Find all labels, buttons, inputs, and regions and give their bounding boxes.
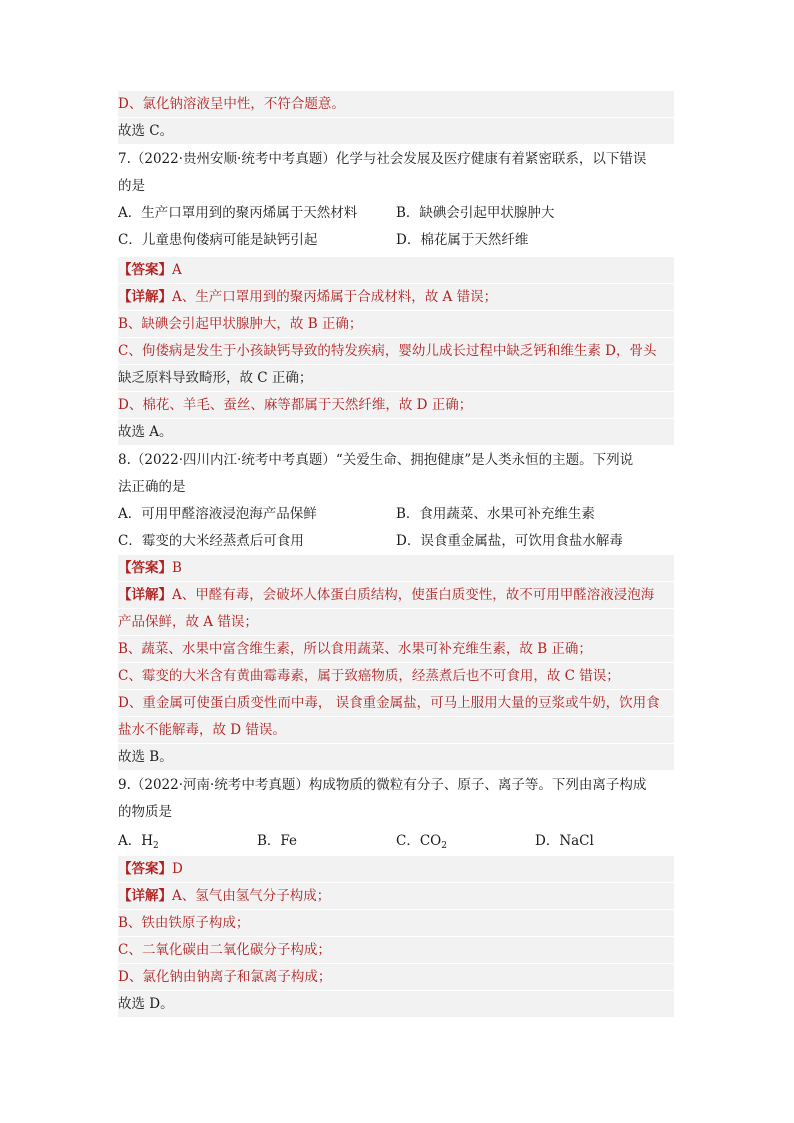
q8-detail-line2: 产品保鲜，故 A 错误； (118, 609, 674, 635)
q9-stem-line2: 的物质是 (118, 804, 172, 820)
q7-detail-line4: 缺乏原料导致畸形，故 C 正确； (118, 365, 674, 391)
q8-option-b: B．食用蔬菜、水果可补充维生素 (396, 506, 595, 522)
q6-conclusion: 故选 C。 (118, 118, 674, 144)
q8-detail-line5: D、重金属可使蛋白质变性而中毒， 误食重金属盐，可马上服用大量的豆浆或牛奶，饮用食 (118, 690, 674, 716)
q7-option-b: B．缺碘会引起甲状腺肿大 (396, 205, 555, 221)
q8-conclusion: 故选 B。 (118, 744, 674, 770)
q6-explanation-d: D、氯化钠溶液呈中性，不符合题意。 (118, 91, 674, 117)
q8-stem-line2: 法正确的是 (118, 479, 186, 495)
q7-answer-value: A (172, 262, 182, 278)
q7-stem-line1: 7.（2022·贵州安顺·统考中考真题）化学与社会发展及医疗健康有着紧密联系，以下错误 (118, 151, 647, 167)
q8-option-c: C．霉变的大米经蒸煮后可食用 (118, 533, 304, 549)
q7-detail-line3: C、佝偻病是发生于小孩缺钙导致的特发疾病，婴幼儿成长过程中缺乏钙和维生素 D，骨头 (118, 338, 674, 364)
q9-detail-text: A、氢气由氢气分子构成； (172, 888, 331, 904)
q7-detail-line5: D、棉花、羊毛、蚕丝、麻等都属于天然纤维，故 D 正确； (118, 392, 674, 418)
q9-answer (118, 856, 674, 882)
q9-option-d: D．NaCl (535, 833, 594, 849)
q8-options-row1 (118, 501, 674, 527)
q9-option-a (118, 828, 159, 854)
q9-option-a-subscript: 2 (153, 841, 159, 851)
q9-stem-line1: 9.（2022·河南·统考中考真题）构成物质的微粒有分子、原子、离子等。下列由离子构成 (118, 777, 647, 793)
q8-detail-line3: B、蔬菜、水果中富含维生素，所以食用蔬菜、水果可补充维生素，故 B 正确； (118, 636, 674, 662)
q9-detail-line4: D、氯化钠由钠离子和氯离子构成； (118, 964, 674, 990)
answer-tag: 【答案】 (118, 861, 172, 877)
q7-option-d: D．棉花属于天然纤维 (396, 232, 529, 248)
q9-option-b: B．Fe (257, 833, 298, 849)
q8-answer-value: B (172, 560, 182, 576)
q8-option-d: D．误食重金属盐，可饮用食盐水解毒 (396, 533, 623, 549)
q7-options-row1 (118, 200, 674, 226)
q8-detail-text: A、甲醛有毒，会破坏人体蛋白质结构，使蛋白质变性，故不可用甲醛溶液浸泡海 (172, 587, 655, 603)
q7-answer (118, 257, 674, 283)
q9-options-row (118, 828, 674, 854)
detail-tag: 【详解】 (118, 587, 172, 603)
q8-detail-line4: C、霉变的大米含有黄曲霉毒素，属于致癌物质，经蒸煮后也不可食用，故 C 错误； (118, 663, 674, 689)
q9-option-a-text: A．H (118, 833, 154, 849)
q8-answer (118, 555, 674, 581)
q8-stem-line1: 8.（2022·四川内江·统考中考真题）“关爱生命、拥抱健康”是人类永恒的主题。下列说 (118, 452, 634, 468)
q9-option-c-subscript: 2 (441, 841, 447, 851)
detail-tag: 【详解】 (118, 289, 172, 305)
q9-detail-line2: B、铁由铁原子构成； (118, 910, 674, 936)
q8-detail-line6: 盐水不能解毒，故 D 错误。 (118, 717, 674, 743)
q7-stem-line2: 的是 (118, 178, 145, 194)
q7-detail-text: A、生产口罩用到的聚丙烯属于合成材料，故 A 错误； (172, 289, 498, 305)
q9-option-c-text: C．CO (396, 833, 442, 849)
q7-options-row2 (118, 227, 674, 253)
q7-detail-line2: B、缺碘会引起甲状腺肿大，故 B 正确； (118, 311, 674, 337)
q8-detail-line1 (118, 582, 674, 608)
q9-option-c (396, 828, 447, 854)
q8-option-a: A．可用甲醛溶液浸泡海产品保鲜 (118, 506, 317, 522)
q9-detail-line1 (118, 883, 674, 909)
answer-tag: 【答案】 (118, 560, 172, 576)
q8-options-row2 (118, 528, 674, 554)
q7-option-a: A．生产口罩用到的聚丙烯属于天然材料 (118, 205, 358, 221)
q9-detail-line3: C、二氧化碳由二氧化碳分子构成； (118, 937, 674, 963)
q7-option-c: C．儿童患佝偻病可能是缺钙引起 (118, 232, 318, 248)
q7-detail-line1 (118, 284, 674, 310)
q9-conclusion: 故选 D。 (118, 991, 674, 1017)
detail-tag: 【详解】 (118, 888, 172, 904)
answer-tag: 【答案】 (118, 262, 172, 278)
q9-answer-value: D (172, 861, 183, 877)
q7-conclusion: 故选 A。 (118, 419, 674, 445)
